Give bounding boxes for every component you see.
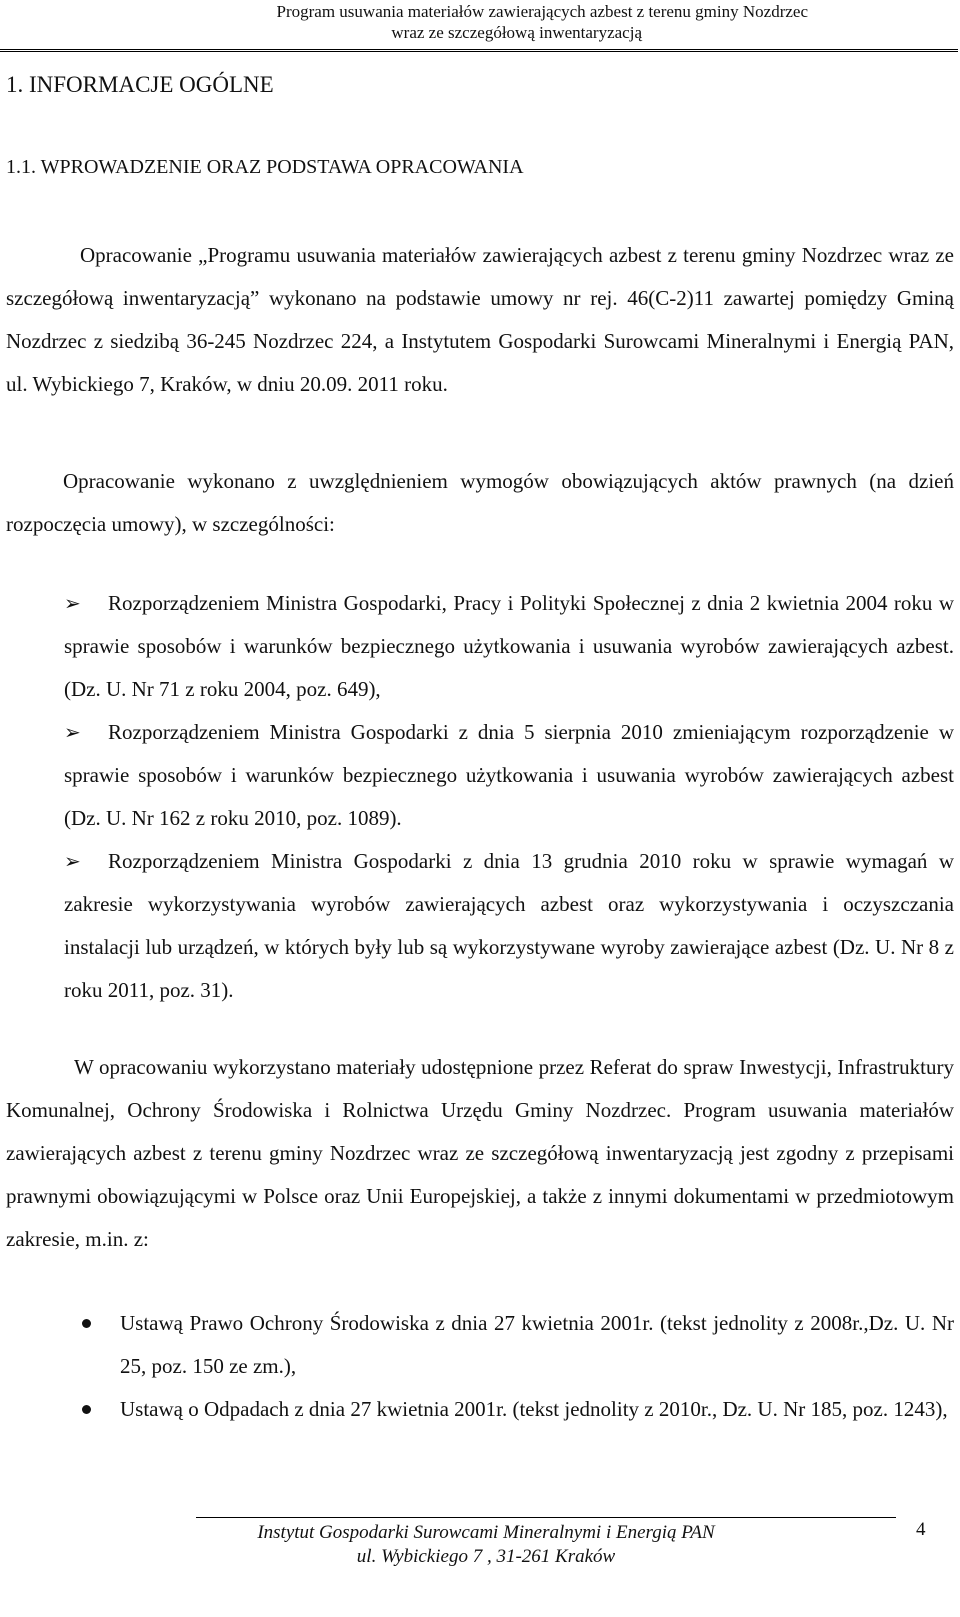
footer-institute: Instytut Gospodarki Surowcami Mineralnymi i Energią PAN	[257, 1522, 715, 1543]
arrow-bullet-icon: ➢	[64, 849, 81, 873]
round-bullet-icon	[82, 1405, 91, 1414]
running-header	[0, 0, 960, 48]
subsection-heading: 1.1. WPROWADZENIE ORAZ PODSTAWA OPRACOWANIA	[6, 156, 524, 178]
list-item-text: Rozporządzeniem Ministra Gospodarki z dnia 5 sierpnia 2010 zmieniającym rozporządzenie w sprawie sposobów i warunków bezpiecznego użytkowania i usuwania wyrobów zawierających azbest (Dz. U. Nr 162 z roku 2010, poz. 1089).	[64, 720, 954, 830]
section-heading: 1. INFORMACJE OGÓLNE	[6, 72, 274, 97]
header-title-line1: Program usuwania materiałów zawierających azbest z terenu gminy Nozdrzec	[276, 2, 808, 21]
running-footer	[196, 1521, 776, 1569]
list-item-text: Ustawą Prawo Ochrony Środowiska z dnia 27 kwietnia 2001r. (tekst jednolity z 2008r.,Dz. U. Nr 25, poz. 150 ze zm.),	[120, 1311, 954, 1378]
list-item	[120, 1302, 954, 1388]
footer-divider	[196, 1517, 896, 1518]
header-divider	[0, 49, 958, 52]
sources-paragraph	[6, 1046, 954, 1261]
list-item-text: Ustawą o Odpadach z dnia 27 kwietnia 2001r. (tekst jednolity z 2010r., Dz. U. Nr 185, poz. 1243),	[120, 1397, 948, 1421]
page-number: 4	[916, 1519, 926, 1540]
list-item	[64, 711, 954, 840]
sources-paragraph-text: W opracowaniu wykorzystano materiały udostępnione przez Referat do spraw Inwestycji, Infrastruktury Komunalnej, Ochrony Środowiska i Rolnictwa Urzędu Gminy Nozdrzec. Program usuwania materiałów zawierających azbest z terenu gminy Nozdrzec wraz ze szczegółową inwentaryzacją jest zgodny z przepisami prawnymi obowiązującymi w Polsce oraz Unii Europejskiej, a także z innymi dokumentami w przedmiotowym zakresie, m.in. z:	[6, 1055, 954, 1251]
arrow-bullet-icon: ➢	[64, 591, 81, 615]
list-item	[64, 582, 954, 711]
footer-address: ul. Wybickiego 7 , 31-261 Kraków	[356, 1546, 616, 1567]
intro-paragraph	[6, 234, 954, 406]
list-item	[120, 1388, 954, 1431]
requirements-paragraph-text: Opracowanie wykonano z uwzględnieniem wymogów obowiązujących aktów prawnych (na dzień rozpoczęcia umowy), w szczególności:	[6, 469, 954, 536]
arrow-bullet-icon: ➢	[64, 720, 81, 744]
requirements-paragraph	[6, 460, 954, 546]
list-item	[64, 840, 954, 1012]
regulations-list	[64, 582, 954, 1012]
intro-paragraph-text: Opracowanie „Programu usuwania materiałów zawierających azbest z terenu gminy Nozdrzec wraz ze szczegółową inwentaryzacją” wykonano na podstawie umowy nr rej. 46(C-2)11 zawartej pomiędzy Gminą Nozdrzec z siedzibą 36-245 Nozdrzec 224, a Instytutem Gospodarki Surowcami Mineralnymi i Energią PAN, ul. Wybickiego 7, Kraków, w dniu 20.09. 2011 roku.	[6, 243, 954, 396]
round-bullet-icon	[82, 1319, 91, 1328]
laws-list	[120, 1302, 954, 1431]
list-item-text: Rozporządzeniem Ministra Gospodarki, Pracy i Polityki Społecznej z dnia 2 kwietnia 2004 roku w sprawie sposobów i warunków bezpiecznego użytkowania i usuwania wyrobów zawierających azbest. (Dz. U. Nr 71 z roku 2004, poz. 649),	[64, 591, 954, 701]
list-item-text: Rozporządzeniem Ministra Gospodarki z dnia 13 grudnia 2010 roku w sprawie wymagań w zakresie wykorzystywania wyrobów zawierających azbest oraz wykorzystywania i oczyszczania instalacji lub urządzeń, w których były lub są wykorzystywane wyroby zawierające azbest (Dz. U. Nr 8 z roku 2011, poz. 31).	[64, 849, 954, 1002]
header-title-line2: wraz ze szczegółową inwentaryzacją	[391, 23, 642, 42]
